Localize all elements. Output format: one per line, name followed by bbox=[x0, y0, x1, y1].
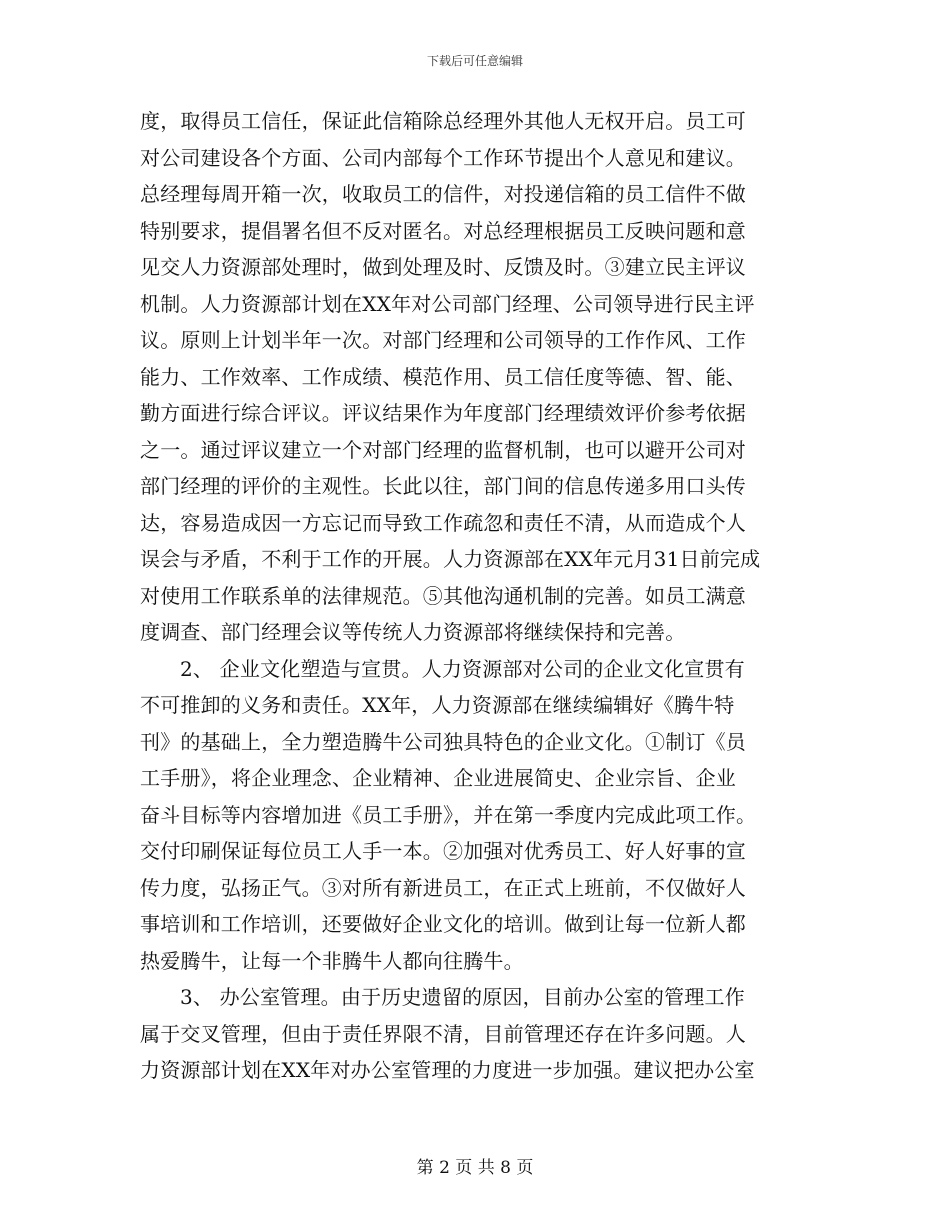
text-line: 达，容易造成因一方忘记而导致工作疏忽和责任不清，从而造成个人 bbox=[140, 510, 746, 535]
text-line: 对公司建设各个方面、公司内部每个工作环节提出个人意见和建议。 bbox=[140, 145, 746, 170]
text-line: 事培训和工作培训，还要做好企业文化的培训。做到让每一位新人都 bbox=[140, 912, 746, 936]
text-line: 能力、工作效率、工作成绩、模范作用、员工信任度等德、智、能、 bbox=[140, 364, 746, 389]
text-line: 不可推卸的义务和责任。XX年，人力资源部在继续编辑好《腾牛特 bbox=[140, 693, 735, 717]
text-line: 误会与矛盾，不利于工作的开展。人力资源部在XX年元月31日前完成 bbox=[140, 547, 761, 571]
text-line: 传力度，弘扬正气。③对所有新进员工，在正式上班前，不仅做好人 bbox=[140, 875, 746, 900]
text-line: 度，取得员工信任，保证此信箱除总经理外其他人无权开启。员工可 bbox=[140, 109, 746, 133]
document-body bbox=[140, 103, 812, 1089]
text-line: 属于交叉管理，但由于责任界限不清，目前管理还存在许多问题。人 bbox=[140, 1021, 746, 1046]
text-line: 机制。人力资源部计划在XX年对公司部门经理、公司领导进行民主评 bbox=[140, 291, 755, 316]
text-line: 对使用工作联系单的法律规范。⑤其他沟通机制的完善。如员工满意 bbox=[140, 583, 746, 608]
text-line: 热爱腾牛，让每一个非腾牛人都向往腾牛。 bbox=[140, 948, 524, 973]
text-line: 2、 企业文化塑造与宣贯。人力资源部对公司的企业文化宣贯有 bbox=[180, 656, 745, 681]
text-line: 特别要求，提倡署名但不反对匿名。对总经理根据员工反映问题和意 bbox=[140, 218, 746, 243]
text-line: 3、 办公室管理。由于历史遗留的原因，目前办公室的管理工作 bbox=[180, 985, 745, 1009]
text-line: 工手册》，将企业理念、企业精神、企业进展简史、企业宗旨、企业 bbox=[140, 766, 736, 790]
text-line: 奋斗目标等内容增加进《员工手册》，并在第一季度内完成此项工作。 bbox=[140, 802, 757, 827]
page-footer: 第 2 页 共 8 页 bbox=[416, 1158, 534, 1178]
text-line: 刊》的基础上，全力塑造腾牛公司独具特色的企业文化。①制订《员 bbox=[140, 729, 746, 754]
text-line: 总经理每周开箱一次，收取员工的信件，对投递信箱的员工信件不做 bbox=[140, 182, 746, 206]
text-line: 见交人力资源部处理时，做到处理及时、反馈及时。③建立民主评议 bbox=[140, 255, 746, 279]
text-line: 议。原则上计划半年一次。对部门经理和公司领导的工作作风、工作 bbox=[140, 328, 746, 352]
text-line: 力资源部计划在XX年对办公室管理的力度进一步加强。建议把办公室 bbox=[140, 1058, 755, 1082]
text-line: 勤方面进行综合评议。评议结果作为年度部门经理绩效评价参考依据 bbox=[140, 401, 746, 425]
text-line: 之一。通过评议建立一个对部门经理的监督机制，也可以避开公司对 bbox=[140, 437, 746, 462]
page-header: 下载后可任意编辑 bbox=[426, 54, 523, 68]
text-line: 部门经理的评价的主观性。长此以往，部门间的信息传递多用口头传 bbox=[140, 474, 746, 498]
text-line: 度调查、部门经理会议等传统人力资源部将继续保持和完善。 bbox=[140, 620, 686, 644]
paragraph-3 bbox=[140, 979, 812, 1089]
paragraph-1 bbox=[140, 103, 812, 651]
text-line: 交付印刷保证每位员工人手一本。②加强对优秀员工、好人好事的宣 bbox=[140, 839, 746, 863]
paragraph-2 bbox=[140, 651, 812, 980]
